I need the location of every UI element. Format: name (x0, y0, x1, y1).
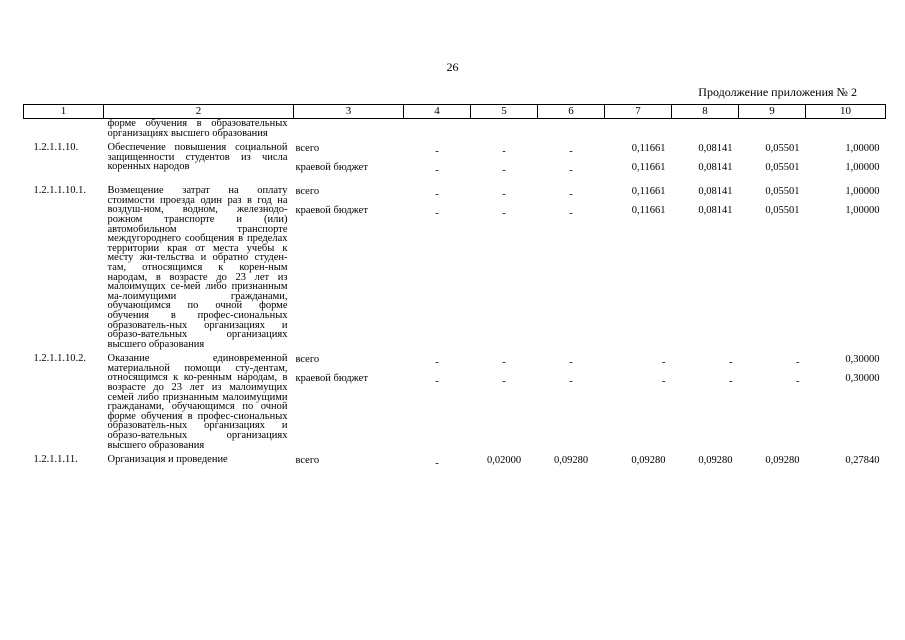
funding-source: краевой бюджет (295, 373, 368, 385)
funding-source: всего (295, 455, 320, 467)
value-c6: - (569, 208, 573, 220)
value-c7: 0,11661 (631, 143, 666, 155)
row-code (24, 119, 104, 139)
value-c6: - (569, 376, 573, 388)
value-cell-c9 (739, 138, 806, 181)
value-cell-c10 (806, 181, 886, 349)
value-c8: 0,08141 (698, 205, 733, 217)
value-c9: 0,05501 (765, 205, 800, 217)
value-c10: 0,27840 (845, 455, 880, 467)
value-c4: - (435, 146, 439, 158)
value-c5: - (502, 357, 506, 369)
funding-source: краевой бюджет (295, 205, 368, 217)
funding-source: всего (295, 143, 320, 155)
funding-source: всего (295, 186, 320, 198)
value-c4: - (435, 165, 439, 177)
row-code: 1.2.1.1.10. (33, 142, 79, 154)
value-cell-c9 (739, 181, 806, 349)
value-cell-c5 (471, 119, 538, 139)
value-c10: 0,30000 (845, 354, 880, 366)
budget-table (23, 104, 886, 474)
value-c10: 1,00000 (845, 162, 880, 174)
header-cell: 5 (471, 105, 538, 119)
funding-source: краевой бюджет (295, 162, 368, 174)
value-c7: - (662, 376, 666, 388)
value-cell-c10 (806, 119, 886, 139)
value-c10: 1,00000 (845, 205, 880, 217)
funding-source-cell (294, 138, 404, 181)
value-c8: - (729, 376, 733, 388)
header-cell: 10 (806, 105, 886, 119)
value-cell-c9 (739, 349, 806, 450)
value-cell-c4 (404, 349, 471, 450)
row-code: 1.2.1.1.10.2. (33, 353, 86, 365)
table-row (24, 450, 886, 474)
value-c4: - (435, 208, 439, 220)
value-c8: - (729, 357, 733, 369)
row-name: Организация и проведение (107, 454, 228, 466)
value-c4: - (435, 458, 439, 470)
header-cell: 4 (404, 105, 471, 119)
header-cell: 1 (24, 105, 104, 119)
table-row (24, 119, 886, 139)
value-c6: - (569, 357, 573, 369)
value-c8: 0,08141 (698, 186, 733, 198)
table-body (24, 119, 886, 475)
value-c7: 0,11661 (631, 205, 666, 217)
value-cell-c6 (538, 450, 605, 474)
row-code: 1.2.1.1.11. (33, 454, 78, 466)
funding-source-cell (294, 349, 404, 450)
value-c6: - (569, 165, 573, 177)
value-c5: - (502, 189, 506, 201)
value-cell-c5 (471, 450, 538, 474)
value-c9: - (796, 376, 800, 388)
value-c7: 0,11661 (631, 162, 666, 174)
value-cell-c5 (471, 138, 538, 181)
value-c9: 0,05501 (765, 162, 800, 174)
value-c4: - (435, 376, 439, 388)
value-cell-c9 (739, 119, 806, 139)
funding-source-cell (294, 450, 404, 474)
value-c8: 0,09280 (698, 455, 733, 467)
value-cell-c4 (404, 138, 471, 181)
value-c7: 0,11661 (631, 186, 666, 198)
table-row (24, 181, 886, 349)
page-number: 26 (446, 60, 459, 74)
funding-source: всего (295, 354, 320, 366)
row-name: Обеспечение повышения социальной защищенности студентов из числа коренных народов (107, 142, 288, 173)
row-code: 1.2.1.1.10.1. (33, 185, 86, 197)
header-cell: 2 (104, 105, 294, 119)
value-cell-c6 (538, 119, 605, 139)
value-cell-c5 (471, 181, 538, 349)
value-c10: 1,00000 (845, 143, 880, 155)
value-cell-c7 (605, 450, 672, 474)
value-c5: - (502, 376, 506, 388)
value-cell-c10 (806, 450, 886, 474)
value-c5: 0,02000 (486, 455, 522, 467)
table-row (24, 349, 886, 450)
value-c9: - (796, 357, 800, 369)
value-c10: 0,30000 (845, 373, 880, 385)
header-row (24, 105, 886, 119)
value-cell-c7 (605, 119, 672, 139)
row-name: Возмещение затрат на оплату стоимости проезда один раз в год на воздуш-ном, водном, железнодо-рожном транспорте и (или) автомобильном транспорте междугороднего сообщения в пределах территории края от места учебы к месту жи-тельства и обратно студен-там, относящимся к корен-ным народам, в возрасте до 23 лет из малоимущих се-мей либо признанным ма-лоимущими гражданами, обучающимся по очной форме обучения в профес-сиональных образователь-ных организациях и образо-вательных организациях высшего образования (107, 185, 288, 350)
value-cell-c10 (806, 349, 886, 450)
funding-source-cell (294, 181, 404, 349)
header-cell: 8 (672, 105, 739, 119)
funding-source-cell (294, 119, 404, 139)
row-name: форме обучения в образовательных организациях высшего образования (107, 118, 288, 139)
value-cell-c8 (672, 138, 739, 181)
value-cell-c6 (538, 181, 605, 349)
value-cell-c8 (672, 181, 739, 349)
value-cell-c4 (404, 119, 471, 139)
value-c5: - (502, 208, 506, 220)
value-cell-c7 (605, 349, 672, 450)
value-c7: 0,09280 (631, 455, 666, 467)
value-cell-c6 (538, 138, 605, 181)
value-cell-c4 (404, 450, 471, 474)
value-cell-c7 (605, 181, 672, 349)
value-c10: 1,00000 (845, 186, 880, 198)
value-c6: 0,09280 (553, 455, 589, 467)
value-cell-c7 (605, 138, 672, 181)
table-row (24, 138, 886, 181)
value-c6: - (569, 146, 573, 158)
appendix-continuation-note: Продолжение приложения № 2 (698, 85, 857, 99)
header-cell: 3 (294, 105, 404, 119)
value-cell-c5 (471, 349, 538, 450)
value-cell-c8 (672, 450, 739, 474)
value-cell-c8 (672, 349, 739, 450)
value-c5: - (502, 165, 506, 177)
value-c6: - (569, 189, 573, 201)
header-cell: 7 (605, 105, 672, 119)
value-cell-c8 (672, 119, 739, 139)
value-c7: - (662, 357, 666, 369)
row-name: Оказание единовременной материальной помощи сту-дентам, относящимся к ко-ренным народам, в возрасте до 23 лет из малоимущих семей либо признанным малоимущими гражданами, обучающимся по очной форме обучения в профес-сиональных образователь-ных организациях и образо-вательных организациях высшего образования (107, 353, 288, 451)
value-c9: 0,05501 (765, 186, 800, 198)
value-c4: - (435, 189, 439, 201)
value-c8: 0,08141 (698, 162, 733, 174)
value-cell-c4 (404, 181, 471, 349)
value-cell-c9 (739, 450, 806, 474)
value-c4: - (435, 357, 439, 369)
value-c5: - (502, 146, 506, 158)
value-cell-c10 (806, 138, 886, 181)
header-cell: 9 (739, 105, 806, 119)
header-cell: 6 (538, 105, 605, 119)
value-c8: 0,08141 (698, 143, 733, 155)
value-c9: 0,09280 (765, 455, 800, 467)
value-cell-c6 (538, 349, 605, 450)
value-c9: 0,05501 (765, 143, 800, 155)
